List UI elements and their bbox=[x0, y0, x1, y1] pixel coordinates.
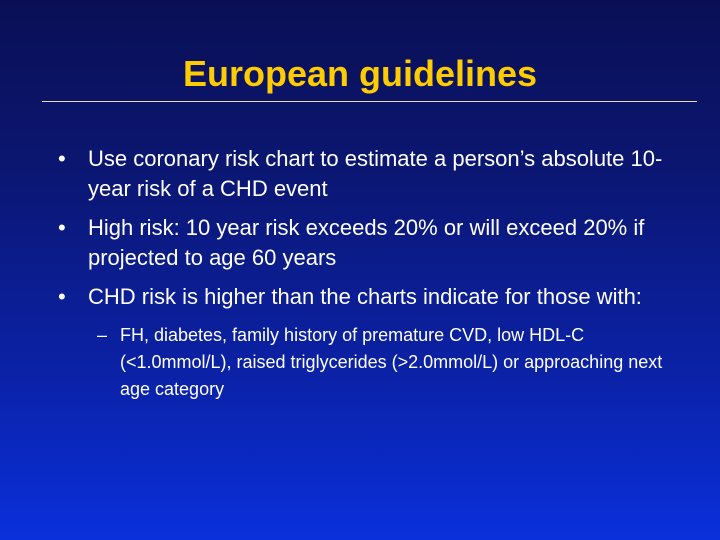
bullet-item bbox=[0, 282, 720, 312]
bullet-text: High risk: 10 year risk exceeds 20% or will exceed 20% if projected to age 60 years bbox=[88, 215, 645, 270]
bullet-item bbox=[0, 144, 720, 204]
bullet-marker: • bbox=[58, 146, 66, 171]
sub-bullet-marker: – bbox=[97, 325, 108, 345]
sub-bullet-item bbox=[0, 322, 720, 403]
bullet-text: Use coronary risk chart to estimate a person’s absolute 10-year risk of a CHD event bbox=[88, 146, 663, 201]
slide-title: European guidelines bbox=[182, 53, 538, 94]
bullet-marker: • bbox=[58, 215, 66, 240]
sub-bullet-text: FH, diabetes, family history of premature CVD, low HDL-C (<1.0mmol/L), raised triglycerides (>2.0mmol/L) or approaching next age category bbox=[120, 325, 663, 399]
title-divider bbox=[42, 101, 697, 102]
bullet-list bbox=[0, 144, 720, 403]
bullet-item bbox=[0, 213, 720, 273]
bullet-marker: • bbox=[58, 284, 66, 309]
bullet-text: CHD risk is higher than the charts indicate for those with: bbox=[88, 284, 642, 309]
